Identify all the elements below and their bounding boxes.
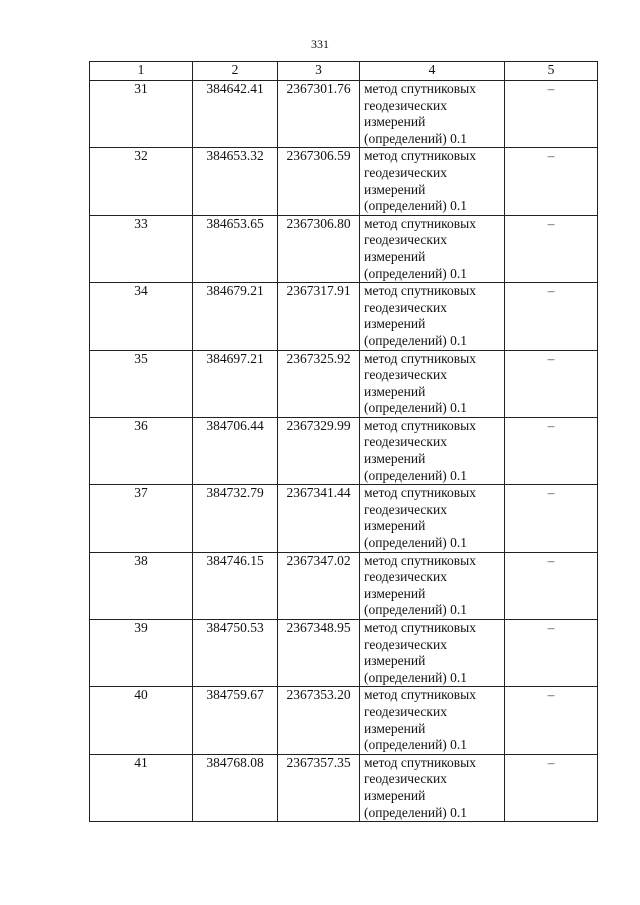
method-text-line: измерений [364,787,426,803]
table-row [90,552,598,619]
y-coordinate-cell: 2367301.76 [278,81,360,148]
method-cell [360,81,505,148]
column-header-3: 3 [278,62,360,81]
method-cell [360,417,505,484]
method-text-line: геодезических [364,636,447,652]
note-cell: – [505,754,598,821]
method-text-line: (определений) 0.1 [364,804,468,820]
method-text-line: метод спутниковых [364,485,476,501]
x-coordinate-cell: 384697.21 [193,350,278,417]
x-coordinate-cell: 384653.32 [193,148,278,215]
method-text-line: (определений) 0.1 [364,737,468,753]
table-row [90,148,598,215]
note-cell: – [505,215,598,282]
method-text-line: метод спутниковых [364,754,476,770]
table-row [90,350,598,417]
method-text-line: (определений) 0.1 [364,130,468,146]
table-row [90,417,598,484]
x-coordinate-cell: 384746.15 [193,552,278,619]
x-coordinate-cell: 384750.53 [193,620,278,687]
header-row [90,62,598,81]
x-coordinate-cell: 384706.44 [193,417,278,484]
method-cell [360,754,505,821]
column-header-5: 5 [505,62,598,81]
method-text-line: геодезических [364,771,447,787]
table-row [90,687,598,754]
y-coordinate-cell: 2367325.92 [278,350,360,417]
note-cell: – [505,552,598,619]
table-row [90,215,598,282]
method-cell [360,148,505,215]
y-coordinate-cell: 2367357.35 [278,754,360,821]
method-text-line: геодезических [364,299,447,315]
x-coordinate-cell: 384732.79 [193,485,278,552]
method-cell [360,485,505,552]
method-text-line: (определений) 0.1 [364,602,468,618]
method-text-line: измерений [364,316,426,332]
coordinates-table [89,61,598,822]
y-coordinate-cell: 2367353.20 [278,687,360,754]
y-coordinate-cell: 2367306.80 [278,215,360,282]
method-cell [360,350,505,417]
method-text-line: метод спутниковых [364,620,476,635]
method-text-line: геодезических [364,569,447,585]
method-text-line: геодезических [364,232,447,248]
method-text-line: измерений [364,451,426,467]
note-cell: – [505,148,598,215]
method-text-line: измерений [364,518,426,534]
column-header-4: 4 [360,62,505,81]
point-number-cell: 35 [90,350,193,417]
point-number-cell: 36 [90,417,193,484]
note-cell: – [505,283,598,350]
point-number-cell: 34 [90,283,193,350]
method-text-line: измерений [364,114,426,130]
method-text-line: (определений) 0.1 [364,198,468,214]
method-text-line: метод спутниковых [364,687,476,703]
method-text-line: метод спутниковых [364,350,476,366]
method-text-line: метод спутниковых [364,417,476,433]
method-text-line: метод спутниковых [364,148,476,164]
y-coordinate-cell: 2367341.44 [278,485,360,552]
y-coordinate-cell: 2367347.02 [278,552,360,619]
method-text-line: метод спутниковых [364,283,476,299]
x-coordinate-cell: 384759.67 [193,687,278,754]
table-body [90,81,598,822]
note-cell: – [505,81,598,148]
note-cell: – [505,417,598,484]
table-row [90,485,598,552]
method-cell [360,215,505,282]
method-text-line: измерений [364,248,426,264]
method-text-line: (определений) 0.1 [364,265,468,281]
point-number-cell: 33 [90,215,193,282]
method-cell [360,283,505,350]
column-header-1: 1 [90,62,193,81]
table-row [90,283,598,350]
point-number-cell: 31 [90,81,193,148]
point-number-cell: 32 [90,148,193,215]
method-text-line: измерений [364,653,426,669]
point-number-cell: 40 [90,687,193,754]
method-text-line: метод спутниковых [364,81,476,96]
method-text-line: метод спутниковых [364,552,476,568]
table-row [90,754,598,821]
table-row [90,620,598,687]
method-text-line: геодезических [364,703,447,719]
point-number-cell: 41 [90,754,193,821]
y-coordinate-cell: 2367306.59 [278,148,360,215]
method-text-line: геодезических [364,164,447,180]
note-cell: – [505,620,598,687]
x-coordinate-cell: 384642.41 [193,81,278,148]
y-coordinate-cell: 2367329.99 [278,417,360,484]
y-coordinate-cell: 2367317.91 [278,283,360,350]
x-coordinate-cell: 384653.65 [193,215,278,282]
method-text-line: геодезических [364,367,447,383]
method-text-line: метод спутниковых [364,215,476,231]
point-number-cell: 38 [90,552,193,619]
method-text-line: (определений) 0.1 [364,332,468,348]
method-text-line: геодезических [364,501,447,517]
method-text-line: (определений) 0.1 [364,535,468,551]
method-cell [360,687,505,754]
column-header-2: 2 [193,62,278,81]
x-coordinate-cell: 384768.08 [193,754,278,821]
method-text-line: геодезических [364,434,447,450]
page-number: 331 [311,37,329,51]
method-text-line: (определений) 0.1 [364,467,468,483]
method-cell [360,620,505,687]
method-text-line: измерений [364,383,426,399]
point-number-cell: 39 [90,620,193,687]
point-number-cell: 37 [90,485,193,552]
table-row [90,81,598,148]
method-text-line: геодезических [364,97,447,113]
method-text-line: измерений [364,181,426,197]
method-cell [360,552,505,619]
y-coordinate-cell: 2367348.95 [278,620,360,687]
method-text-line: измерений [364,720,426,736]
method-text-line: измерений [364,585,426,601]
method-text-line: (определений) 0.1 [364,400,468,416]
note-cell: – [505,485,598,552]
note-cell: – [505,687,598,754]
method-text-line: (определений) 0.1 [364,669,468,685]
x-coordinate-cell: 384679.21 [193,283,278,350]
note-cell: – [505,350,598,417]
